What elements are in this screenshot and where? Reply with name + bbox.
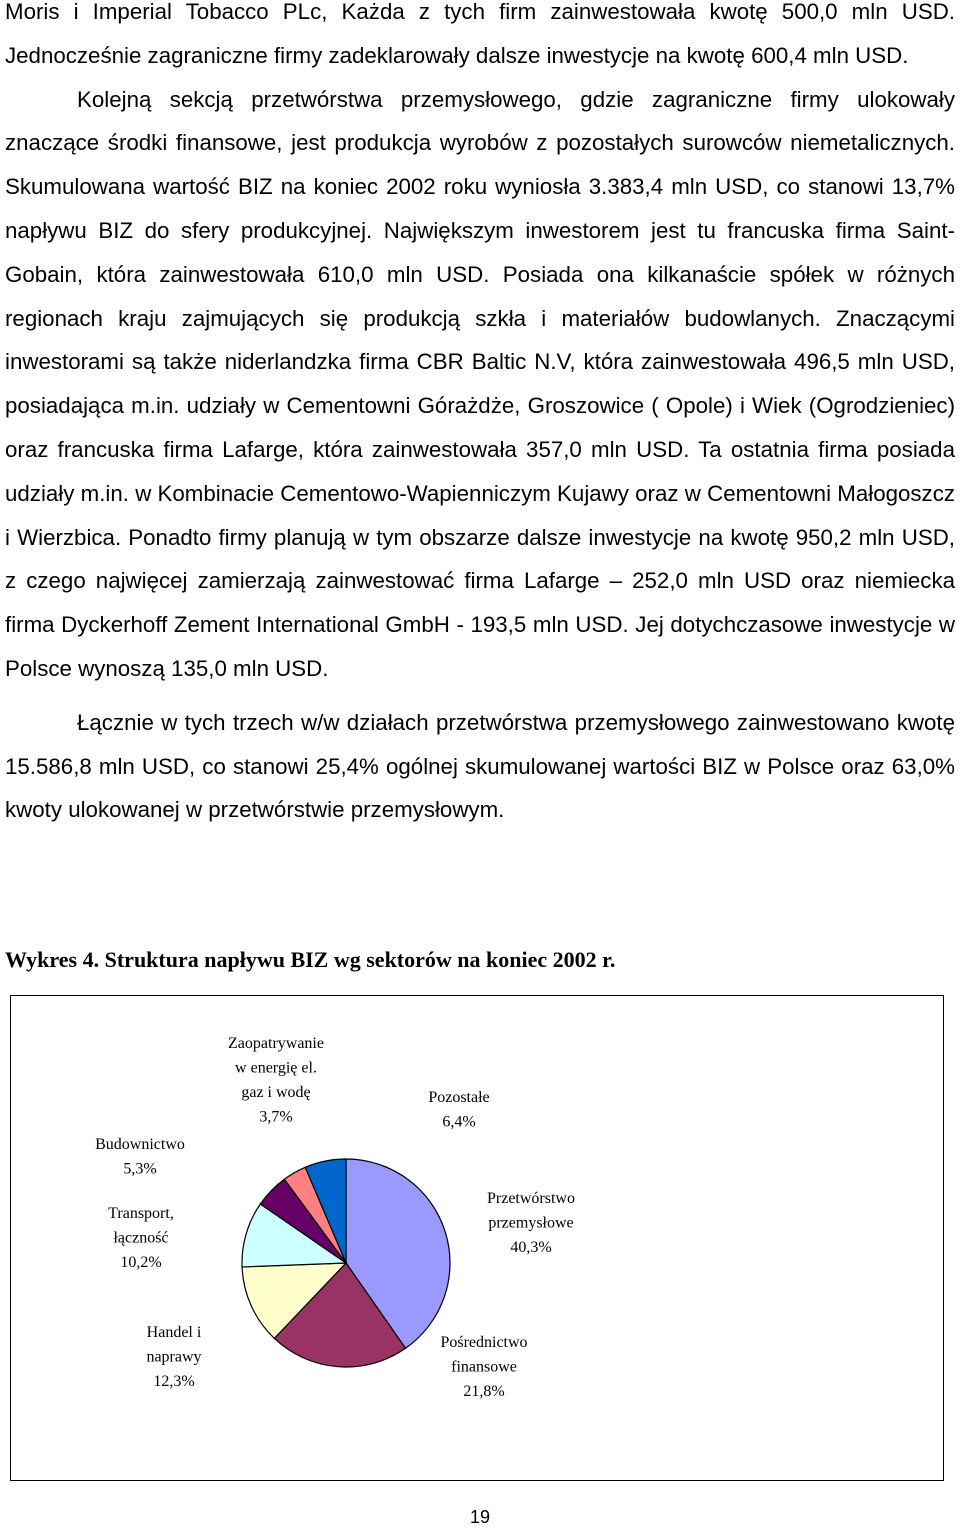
body-text xyxy=(5,0,955,832)
slice-label: Przetwórstwo przemysłowe 40,3% xyxy=(487,1190,575,1256)
pie-chart xyxy=(11,996,943,1480)
chart-frame xyxy=(10,995,944,1481)
paragraph-3: Łącznie w tych trzech w/w działach przetwórstwa przemysłowego zainwestowano kwotę 15.586,8 mln USD, co stanowi 25,4% ogólnej skumulowanej wartości BIZ w Polsce oraz 63,0% kwoty ulokowanej w przetwórstwie przemysłowym. xyxy=(5,709,955,823)
slice-label: Pośrednictwo finansowe 21,8% xyxy=(440,1334,528,1400)
slice-label: Pozostałe 6,4% xyxy=(428,1089,490,1131)
paragraph-1: Moris i Imperial Tobacco PLc, Każda z tych firm zainwestowała kwotę 500,0 mln USD. Jednocześnie zagraniczne firmy zadeklarowały dalsze inwestycje na kwotę 600,4 mln USD. xyxy=(5,0,955,68)
slice-label: Zaopatrywanie w energię el. gaz i wodę 3,7% xyxy=(228,1035,324,1126)
figure-caption: Wykres 4. Struktura napływu BIZ wg sektorów na koniec 2002 r. xyxy=(5,947,616,972)
page-number: 19 xyxy=(469,1507,491,1527)
slice-label: Handel i naprawy 12,3% xyxy=(146,1324,202,1390)
slice-label: Budownictwo 5,3% xyxy=(95,1136,185,1178)
paragraph-2: Kolejną sekcją przetwórstwa przemysłowego, gdzie zagraniczne firmy ulokowały znaczące środki finansowe, jest produkcja wyrobów z pozostałych surowców niemetalicznych. Skumulowana wartość BIZ na koniec 2002 roku wyniosła 3.383,4 mln USD, co stanowi 13,7% napływu BIZ do sfery produkcyjnej. Największym inwestorem jest tu francuska firma Saint-Gobain, która zainwestowała 610,0 mln USD. Posiada ona kilkanaście spółek w różnych regionach kraju zajmujących się produkcją szkła i materiałów budowlanych. Znaczącymi inwestorami są także niderlandzka firma CBR Baltic N.V, która zainwestowała 496,5 mln USD, posiadająca m.in. udziały w Cementowni Górażdże, Groszowice ( Opole) i Wiek (Ogrodzieniec) oraz francuska firma Lafarge, która zainwestowała 357,0 mln USD. Ta ostatnia firma posiada udziały m.in. w Kombinacie Cementowo-Wapienniczym Kujawy oraz w Cementowni Małogoszcz i Wierzbica. Ponadto firmy planują w tym obszarze dalsze inwestycje na kwotę 950,2 mln USD, z czego najwięcej zamierzają zainwestować firma Lafarge – 252,0 mln USD oraz niemiecka firma Dyckerhoff Zement International GmbH - 193,5 mln USD. Jej dotychczasowe inwestycje w Polsce wynoszą 135,0 mln USD. xyxy=(5,86,955,681)
slice-label: Transport, łączność 10,2% xyxy=(108,1205,174,1271)
